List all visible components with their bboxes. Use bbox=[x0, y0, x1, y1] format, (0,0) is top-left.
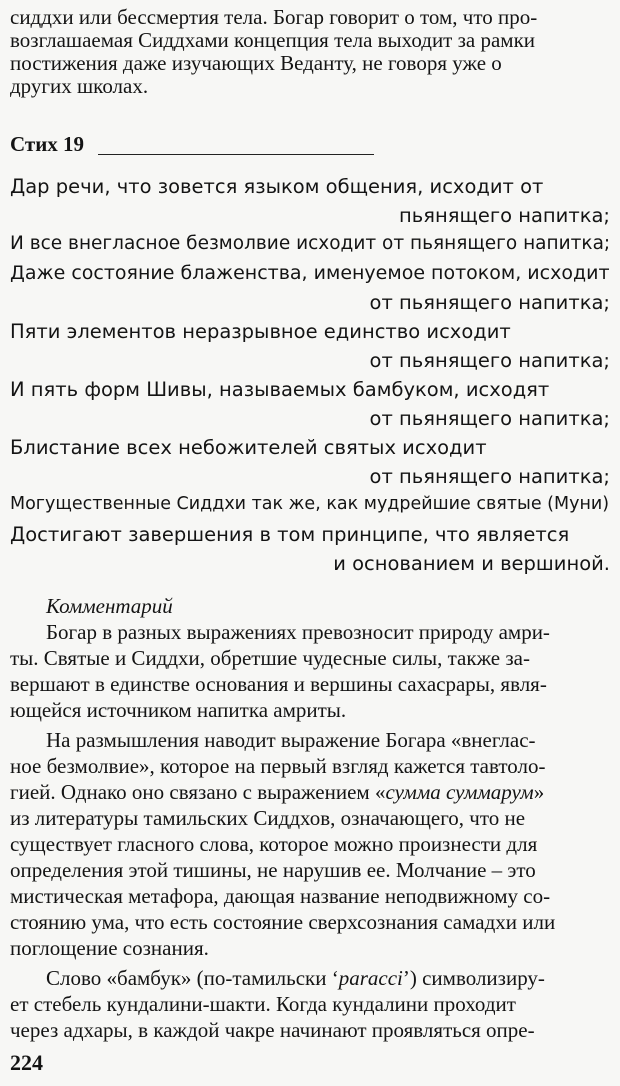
text-line: возглашаемая Сиддхами концепция тела выходит за рамки bbox=[10, 28, 536, 52]
commentary-line: из литературы тамильских Сиддхов, означающего, что не bbox=[10, 806, 526, 830]
commentary-line: вершают в единстве основания и вершины сахасрары, явля- bbox=[10, 672, 547, 696]
commentary-line bbox=[46, 966, 545, 991]
commentary-line: ющейся источником напитка амриты. bbox=[10, 698, 347, 722]
text-line: других школах. bbox=[10, 74, 149, 98]
commentary-line: ты. Святые и Сиддхи, обретшие чудесные силы, также за- bbox=[10, 646, 530, 670]
commentary-line: мистическая метафора, дающая название неподвижному со- bbox=[10, 884, 551, 908]
text-run: » bbox=[533, 780, 545, 804]
italic-term: сумма суммарум bbox=[385, 780, 534, 804]
italic-term: paracci bbox=[338, 966, 403, 990]
commentary-line bbox=[10, 780, 544, 805]
commentary-line: через адхары, в каждой чакре начинают проявляться опре- bbox=[10, 1018, 535, 1042]
commentary-line: существует гласного слова, которое можно произнести для bbox=[10, 832, 538, 856]
commentary-line: На размышления наводит выражение Богара «внеглас- bbox=[46, 728, 536, 752]
commentary-line: определения этой тишины, не нарушив ее. Молчание – это bbox=[10, 858, 536, 882]
text-run: Слово «бамбук» (по-тамильски ‘ bbox=[46, 966, 339, 990]
verse-line: Блистание всех небожителей святых исходит bbox=[10, 436, 487, 459]
commentary-line: поглощение сознания. bbox=[10, 936, 209, 960]
text-run: ’) символизиру- bbox=[402, 966, 545, 990]
heading-underline bbox=[98, 154, 374, 155]
verse-line: и основанием и вершиной. bbox=[333, 552, 610, 575]
commentary-line: ет стебель кундалини-шакти. Когда кундалини проходит bbox=[10, 992, 516, 1016]
text-line: сиддхи или бессмертия тела. Богар говорит о том, что про- bbox=[10, 5, 538, 29]
commentary-title: Комментарий bbox=[46, 594, 173, 618]
verse-line: Пяти элементов неразрывное единство исходит bbox=[10, 320, 511, 343]
verse-line: от пьянящего напитка; bbox=[369, 407, 610, 430]
verse-heading: Стих 19 bbox=[10, 132, 85, 156]
text-line: постижения даже изучающих Веданту, не говоря уже о bbox=[10, 51, 502, 75]
commentary-line: стоянию ума, что есть состояние сверхсознания самадхи или bbox=[10, 910, 556, 934]
verse-line: от пьянящего напитка; bbox=[369, 465, 610, 488]
verse-line: Дар речи, что зовется языком общения, исходит от bbox=[10, 175, 544, 198]
text-run: гией. Однако оно связано с выражением « bbox=[10, 780, 386, 804]
verse-line: Достигают завершения в том принципе, что является bbox=[10, 523, 570, 546]
verse-line: Могущественные Сиддхи так же, как мудрейшие святые (Муни) bbox=[10, 494, 610, 514]
verse-line: И все внегласное безмолвие исходит от пьянящего напитка; bbox=[10, 233, 611, 254]
commentary-line: Богар в разных выражениях превозносит природу амри- bbox=[46, 620, 550, 644]
intro-paragraph bbox=[10, 6, 608, 98]
verse-line: Даже состояние блаженства, именуемое потоком, исходит bbox=[10, 262, 610, 284]
commentary-line: ное безмолвие», которое на первый взгляд кажется тавтоло- bbox=[10, 754, 546, 778]
verse-line: от пьянящего напитка; bbox=[369, 349, 610, 372]
verse-line: пьянящего напитка; bbox=[399, 204, 610, 227]
verse-line: И пять форм Шивы, называемых бамбуком, исходят bbox=[10, 378, 550, 401]
page-number: 224 bbox=[10, 1050, 43, 1075]
verse-line: от пьянящего напитка; bbox=[369, 291, 610, 314]
